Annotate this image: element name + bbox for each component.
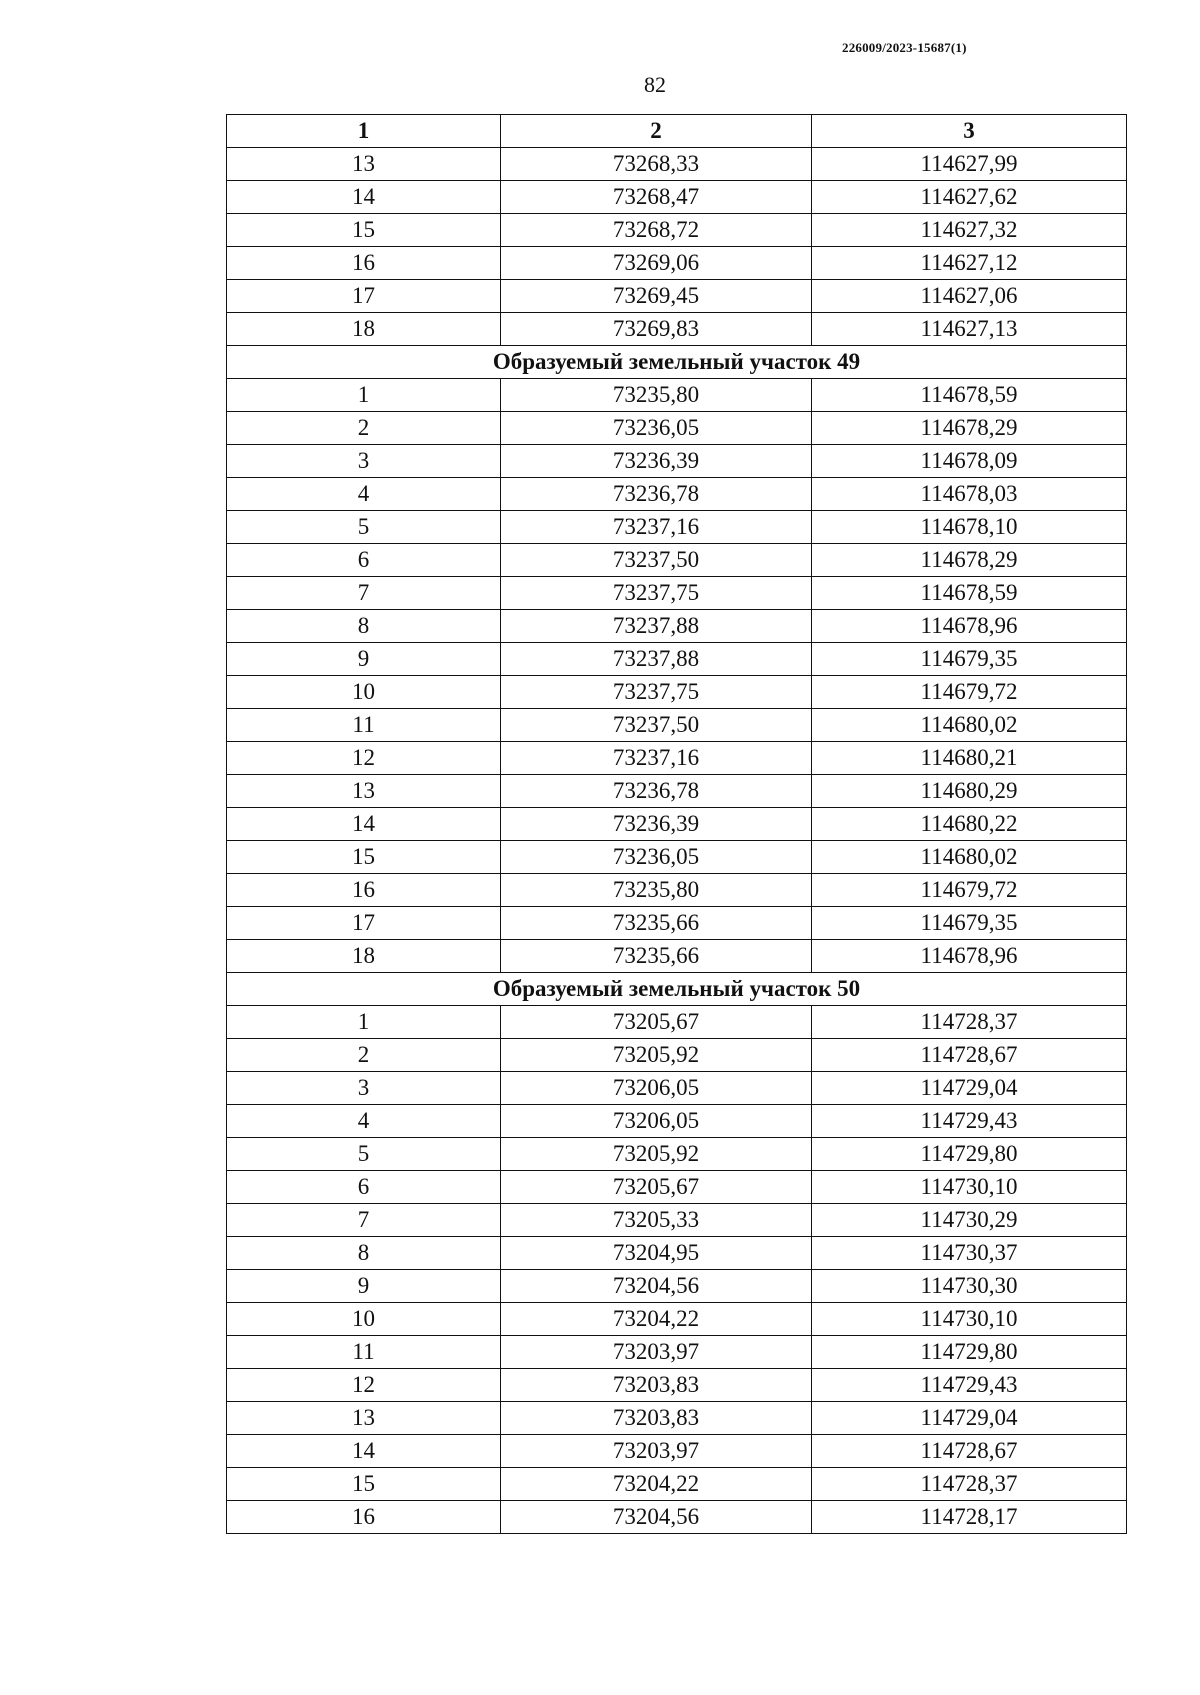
x-coordinate-cell: 73235,66 <box>501 907 812 940</box>
x-coordinate-cell: 73203,97 <box>501 1336 812 1369</box>
y-coordinate-cell: 114728,37 <box>812 1468 1127 1501</box>
section-title: Образуемый земельный участок 50 <box>227 973 1127 1006</box>
table-row <box>227 379 1127 412</box>
point-number-cell: 8 <box>227 610 501 643</box>
table-row <box>227 1072 1127 1105</box>
y-coordinate-cell: 114627,13 <box>812 313 1127 346</box>
table-row <box>227 676 1127 709</box>
table-row <box>227 874 1127 907</box>
table-row <box>227 214 1127 247</box>
point-number-cell: 16 <box>227 247 501 280</box>
x-coordinate-cell: 73204,56 <box>501 1501 812 1534</box>
table-row <box>227 1402 1127 1435</box>
x-coordinate-cell: 73236,39 <box>501 445 812 478</box>
point-number-cell: 7 <box>227 577 501 610</box>
table-row <box>227 1336 1127 1369</box>
x-coordinate-cell: 73268,47 <box>501 181 812 214</box>
point-number-cell: 13 <box>227 1402 501 1435</box>
point-number-cell: 6 <box>227 1171 501 1204</box>
x-coordinate-cell: 73236,05 <box>501 412 812 445</box>
y-coordinate-cell: 114680,29 <box>812 775 1127 808</box>
table-row <box>227 1435 1127 1468</box>
y-coordinate-cell: 114729,80 <box>812 1336 1127 1369</box>
point-number-cell: 5 <box>227 511 501 544</box>
point-number-cell: 17 <box>227 907 501 940</box>
table-row <box>227 1171 1127 1204</box>
point-number-cell: 3 <box>227 1072 501 1105</box>
x-coordinate-cell: 73236,78 <box>501 775 812 808</box>
point-number-cell: 15 <box>227 1468 501 1501</box>
x-coordinate-cell: 73237,16 <box>501 511 812 544</box>
table-row <box>227 775 1127 808</box>
section-header-row <box>227 973 1127 1006</box>
point-number-cell: 3 <box>227 445 501 478</box>
table-row <box>227 478 1127 511</box>
point-number-cell: 9 <box>227 643 501 676</box>
x-coordinate-cell: 73237,50 <box>501 544 812 577</box>
x-coordinate-cell: 73237,75 <box>501 676 812 709</box>
x-coordinate-cell: 73204,22 <box>501 1303 812 1336</box>
point-number-cell: 12 <box>227 742 501 775</box>
table-row <box>227 1468 1127 1501</box>
x-coordinate-cell: 73237,16 <box>501 742 812 775</box>
table-row <box>227 181 1127 214</box>
point-number-cell: 15 <box>227 841 501 874</box>
table-row <box>227 1270 1127 1303</box>
y-coordinate-cell: 114729,04 <box>812 1402 1127 1435</box>
point-number-cell: 5 <box>227 1138 501 1171</box>
y-coordinate-cell: 114678,03 <box>812 478 1127 511</box>
y-coordinate-cell: 114730,30 <box>812 1270 1127 1303</box>
y-coordinate-cell: 114730,37 <box>812 1237 1127 1270</box>
x-coordinate-cell: 73235,80 <box>501 379 812 412</box>
point-number-cell: 6 <box>227 544 501 577</box>
y-coordinate-cell: 114678,29 <box>812 412 1127 445</box>
y-coordinate-cell: 114678,96 <box>812 610 1127 643</box>
x-coordinate-cell: 73205,67 <box>501 1171 812 1204</box>
point-number-cell: 9 <box>227 1270 501 1303</box>
x-coordinate-cell: 73205,67 <box>501 1006 812 1039</box>
point-number-cell: 1 <box>227 1006 501 1039</box>
x-coordinate-cell: 73203,83 <box>501 1402 812 1435</box>
x-coordinate-cell: 73268,33 <box>501 148 812 181</box>
y-coordinate-cell: 114679,72 <box>812 874 1127 907</box>
point-number-cell: 2 <box>227 412 501 445</box>
x-coordinate-cell: 73237,88 <box>501 610 812 643</box>
x-coordinate-cell: 73204,95 <box>501 1237 812 1270</box>
coordinates-table <box>226 114 1127 1534</box>
point-number-cell: 15 <box>227 214 501 247</box>
point-number-cell: 10 <box>227 1303 501 1336</box>
table-row <box>227 742 1127 775</box>
y-coordinate-cell: 114627,99 <box>812 148 1127 181</box>
y-coordinate-cell: 114678,10 <box>812 511 1127 544</box>
point-number-cell: 4 <box>227 1105 501 1138</box>
table-row <box>227 544 1127 577</box>
table-row <box>227 1039 1127 1072</box>
y-coordinate-cell: 114729,43 <box>812 1105 1127 1138</box>
y-coordinate-cell: 114729,04 <box>812 1072 1127 1105</box>
point-number-cell: 10 <box>227 676 501 709</box>
y-coordinate-cell: 114730,10 <box>812 1171 1127 1204</box>
y-coordinate-cell: 114729,43 <box>812 1369 1127 1402</box>
table-row <box>227 280 1127 313</box>
y-coordinate-cell: 114730,10 <box>812 1303 1127 1336</box>
x-coordinate-cell: 73236,39 <box>501 808 812 841</box>
table-row <box>227 841 1127 874</box>
x-coordinate-cell: 73204,56 <box>501 1270 812 1303</box>
point-number-cell: 8 <box>227 1237 501 1270</box>
point-number-cell: 13 <box>227 148 501 181</box>
point-number-cell: 2 <box>227 1039 501 1072</box>
table-row <box>227 1006 1127 1039</box>
table-row <box>227 511 1127 544</box>
y-coordinate-cell: 114679,35 <box>812 907 1127 940</box>
y-coordinate-cell: 114679,72 <box>812 676 1127 709</box>
x-coordinate-cell: 73269,45 <box>501 280 812 313</box>
y-coordinate-cell: 114627,12 <box>812 247 1127 280</box>
x-coordinate-cell: 73203,83 <box>501 1369 812 1402</box>
table-row <box>227 610 1127 643</box>
table-row <box>227 445 1127 478</box>
y-coordinate-cell: 114627,62 <box>812 181 1127 214</box>
x-coordinate-cell: 73205,33 <box>501 1204 812 1237</box>
x-coordinate-cell: 73206,05 <box>501 1072 812 1105</box>
header-cell-3: 3 <box>812 115 1127 148</box>
table-row <box>227 907 1127 940</box>
x-coordinate-cell: 73205,92 <box>501 1039 812 1072</box>
x-coordinate-cell: 73237,88 <box>501 643 812 676</box>
table-row <box>227 1204 1127 1237</box>
x-coordinate-cell: 73204,22 <box>501 1468 812 1501</box>
y-coordinate-cell: 114680,02 <box>812 709 1127 742</box>
table-row <box>227 1501 1127 1534</box>
point-number-cell: 11 <box>227 1336 501 1369</box>
y-coordinate-cell: 114728,17 <box>812 1501 1127 1534</box>
y-coordinate-cell: 114678,59 <box>812 379 1127 412</box>
page-number: 82 <box>644 72 666 97</box>
point-number-cell: 17 <box>227 280 501 313</box>
x-coordinate-cell: 73237,75 <box>501 577 812 610</box>
x-coordinate-cell: 73269,83 <box>501 313 812 346</box>
x-coordinate-cell: 73205,92 <box>501 1138 812 1171</box>
point-number-cell: 11 <box>227 709 501 742</box>
y-coordinate-cell: 114678,96 <box>812 940 1127 973</box>
y-coordinate-cell: 114680,21 <box>812 742 1127 775</box>
table-header <box>227 115 1127 148</box>
table-row <box>227 808 1127 841</box>
y-coordinate-cell: 114729,80 <box>812 1138 1127 1171</box>
y-coordinate-cell: 114730,29 <box>812 1204 1127 1237</box>
x-coordinate-cell: 73268,72 <box>501 214 812 247</box>
table-row <box>227 709 1127 742</box>
table-row <box>227 643 1127 676</box>
table-row <box>227 1105 1127 1138</box>
y-coordinate-cell: 114678,09 <box>812 445 1127 478</box>
y-coordinate-cell: 114627,32 <box>812 214 1127 247</box>
y-coordinate-cell: 114680,22 <box>812 808 1127 841</box>
table-row <box>227 313 1127 346</box>
x-coordinate-cell: 73203,97 <box>501 1435 812 1468</box>
table-body <box>227 148 1127 1534</box>
y-coordinate-cell: 114678,59 <box>812 577 1127 610</box>
point-number-cell: 13 <box>227 775 501 808</box>
point-number-cell: 18 <box>227 313 501 346</box>
x-coordinate-cell: 73237,50 <box>501 709 812 742</box>
table-row <box>227 940 1127 973</box>
point-number-cell: 16 <box>227 874 501 907</box>
x-coordinate-cell: 73236,78 <box>501 478 812 511</box>
y-coordinate-cell: 114679,35 <box>812 643 1127 676</box>
x-coordinate-cell: 73236,05 <box>501 841 812 874</box>
point-number-cell: 14 <box>227 181 501 214</box>
point-number-cell: 4 <box>227 478 501 511</box>
header-row <box>227 115 1127 148</box>
header-cell-1: 1 <box>227 115 501 148</box>
table-row <box>227 412 1127 445</box>
point-number-cell: 12 <box>227 1369 501 1402</box>
section-title: Образуемый земельный участок 49 <box>227 346 1127 379</box>
point-number-cell: 7 <box>227 1204 501 1237</box>
table-row <box>227 577 1127 610</box>
x-coordinate-cell: 73235,66 <box>501 940 812 973</box>
table-row <box>227 1303 1127 1336</box>
section-header-row <box>227 346 1127 379</box>
y-coordinate-cell: 114728,67 <box>812 1435 1127 1468</box>
x-coordinate-cell: 73235,80 <box>501 874 812 907</box>
y-coordinate-cell: 114678,29 <box>812 544 1127 577</box>
table-row <box>227 1237 1127 1270</box>
point-number-cell: 1 <box>227 379 501 412</box>
x-coordinate-cell: 73206,05 <box>501 1105 812 1138</box>
document-number: 226009/2023-15687(1) <box>842 40 967 55</box>
point-number-cell: 14 <box>227 1435 501 1468</box>
point-number-cell: 18 <box>227 940 501 973</box>
y-coordinate-cell: 114680,02 <box>812 841 1127 874</box>
y-coordinate-cell: 114627,06 <box>812 280 1127 313</box>
header-cell-2: 2 <box>501 115 812 148</box>
table-row <box>227 1138 1127 1171</box>
table-row <box>227 247 1127 280</box>
point-number-cell: 16 <box>227 1501 501 1534</box>
point-number-cell: 14 <box>227 808 501 841</box>
table-row <box>227 148 1127 181</box>
x-coordinate-cell: 73269,06 <box>501 247 812 280</box>
table-row <box>227 1369 1127 1402</box>
y-coordinate-cell: 114728,67 <box>812 1039 1127 1072</box>
y-coordinate-cell: 114728,37 <box>812 1006 1127 1039</box>
